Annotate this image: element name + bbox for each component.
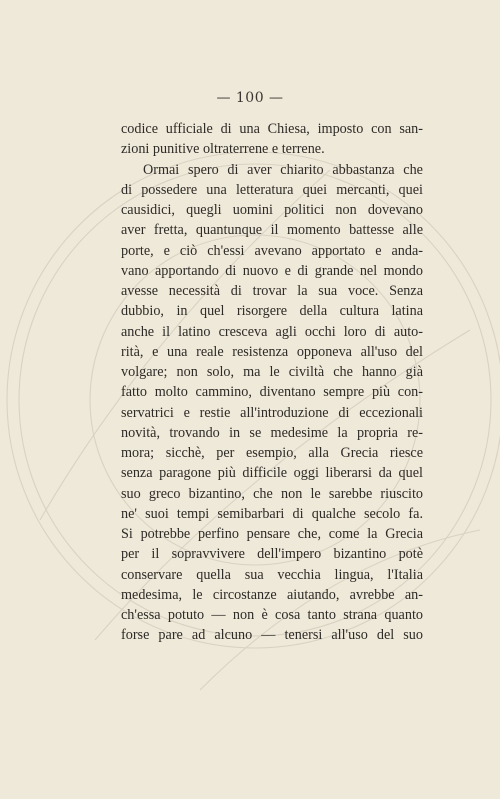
text-line: medesima, le circostanze aiutando, avrebbe an-	[121, 586, 423, 603]
page-number: — 100 —	[216, 90, 284, 106]
text-line: Ormai spero di aver chiarito abbastanza che	[143, 161, 423, 178]
text-line: causidici, quegli uomini politici non dovevano	[121, 202, 423, 218]
text-line: novità, trovando in se medesime la propria re-	[121, 424, 423, 441]
text-line: ch'essa potuto — non è cosa tanto strana quanto	[121, 607, 423, 623]
text-line: anche il latino cresceva agli occhi loro di auto-	[121, 323, 423, 340]
text-line: Si potrebbe perfino pensare che, come la Grecia	[121, 526, 423, 542]
text-line: zioni punitive oltraterrene e terrene.	[121, 141, 325, 158]
text-line: per il sopravvivere dell'impero bizantino potè	[121, 546, 423, 563]
text-line: vano apportando di nuovo e di grande nel mondo	[121, 262, 423, 279]
text-line: conservare quella sua vecchia lingua, l'Italia	[121, 566, 423, 583]
text-line: forse pare ad alcuno — tenersi all'uso del suo	[121, 627, 423, 644]
text-line: mora; sicchè, per esempio, alla Grecia riesce	[121, 445, 423, 461]
text-line: servatrici e restie all'introduzione di eccezionali	[121, 404, 423, 421]
text-line: porte, e ciò ch'essi avevano apportato e anda-	[121, 242, 423, 259]
text-line: suo greco bizantino, che non le sarebbe riuscito	[121, 485, 423, 502]
text-line: senza paragone più difficile oggi liberarsi da quel	[121, 465, 423, 482]
body-text	[121, 119, 423, 646]
text-line: volgare; non solo, ma le civiltà che hanno già	[121, 364, 423, 380]
text-line: di possedere una letteratura quei mercanti, quei	[121, 181, 423, 198]
text-line: dubbio, in quel risorgere della cultura latina	[121, 303, 423, 320]
text-line: aver fretta, quantunque il momento battesse alle	[121, 222, 423, 239]
text-line: avesse necessità di trovar la sua voce. Senza	[121, 283, 423, 299]
text-line: ne' suoi tempi semibarbari di qualche secolo fa.	[121, 505, 423, 522]
text-line: fatto molto cammino, diventano sempre più con-	[121, 384, 423, 401]
text-line: rità, e una reale resistenza opponeva all'uso del	[121, 343, 423, 360]
text-line: codice ufficiale di una Chiesa, imposto con san-	[121, 121, 423, 137]
